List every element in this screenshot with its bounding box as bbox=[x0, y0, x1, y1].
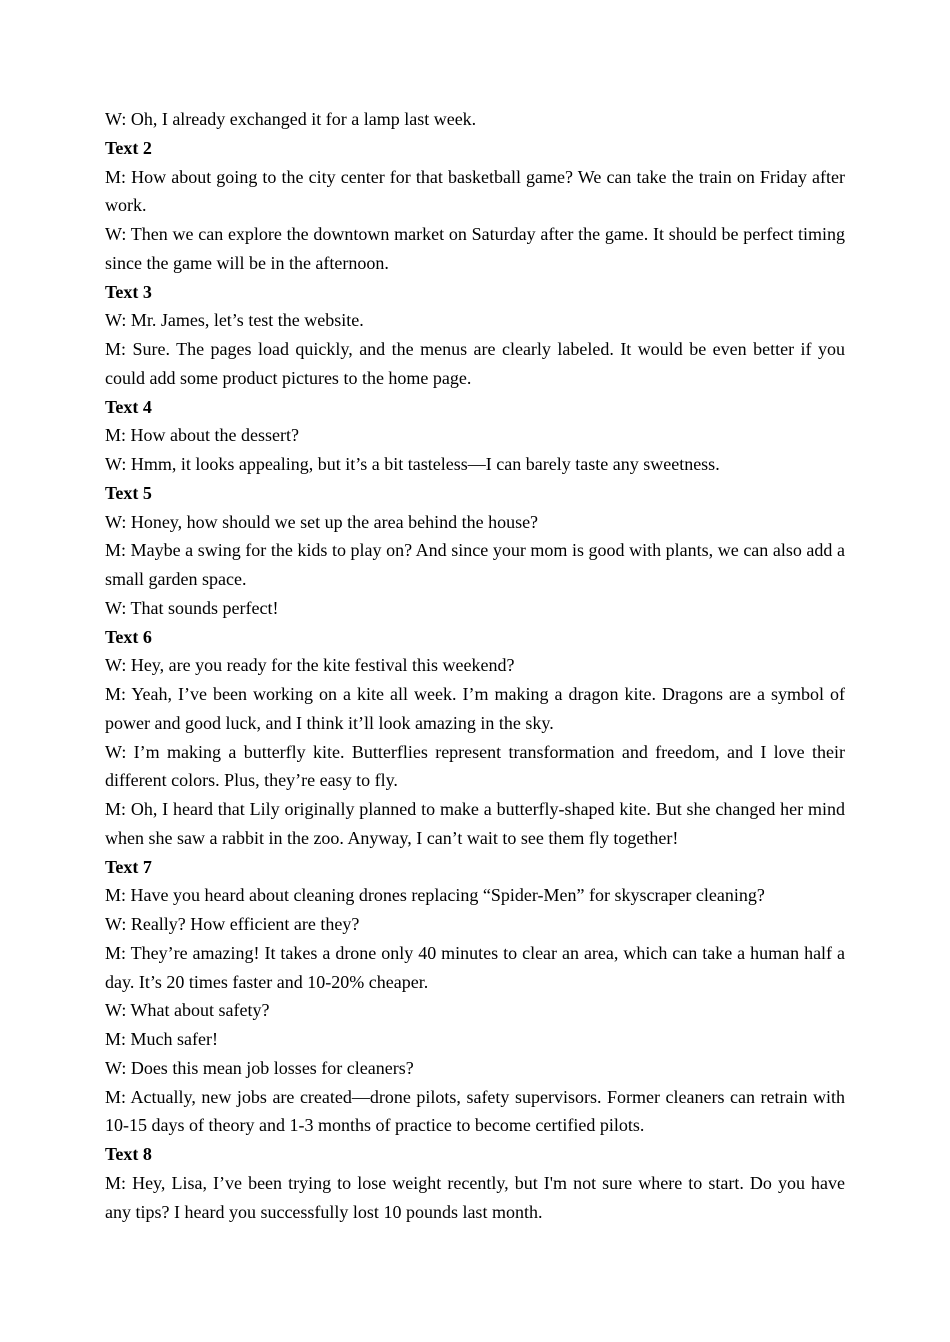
dialogue-line: M: Oh, I heard that Lily originally planned to make a butterfly-shaped kite. But she changed her mind when she saw a rabbit in the zoo. Anyway, I can’t wait to see them fly together! bbox=[105, 799, 845, 848]
dialogue-line: W: That sounds perfect! bbox=[105, 597, 279, 618]
section-heading-text-6: Text 6 bbox=[105, 626, 152, 647]
dialogue-line: M: Have you heard about cleaning drones replacing “Spider-Men” for skyscraper cleaning? bbox=[105, 885, 765, 906]
dialogue-line: W: Hey, are you ready for the kite festival this weekend? bbox=[105, 655, 515, 676]
dialogue-line: M: How about the dessert? bbox=[105, 425, 299, 446]
dialogue-line: W: Does this mean job losses for cleaners? bbox=[105, 1057, 414, 1078]
dialogue-line: W: Then we can explore the downtown market on Saturday after the game. It should be perfect timing since the game will be in the afternoon. bbox=[105, 224, 845, 273]
section-heading-text-3: Text 3 bbox=[105, 281, 152, 302]
dialogue-line: W: Oh, I already exchanged it for a lamp last week. bbox=[105, 109, 477, 129]
dialogue-line: W: Mr. James, let’s test the website. bbox=[105, 310, 364, 331]
dialogue-line: M: Yeah, I’ve been working on a kite all week. I’m making a dragon kite. Dragons are a symbol of power and good luck, and I think it’ll look amazing in the sky. bbox=[105, 684, 845, 733]
dialogue-line: W: Hmm, it looks appealing, but it’s a bit tasteless—I can barely taste any sweetness. bbox=[105, 454, 720, 474]
section-heading-text-4: Text 4 bbox=[105, 396, 152, 417]
dialogue-line: W: Really? How efficient are they? bbox=[105, 914, 360, 934]
dialogue-line: W: I’m making a butterfly kite. Butterflies represent transformation and freedom, and I love their different colors. Plus, they’re easy to fly. bbox=[105, 741, 845, 791]
dialogue-line: M: Much safer! bbox=[105, 1029, 218, 1049]
dialogue-line: M: How about going to the city center for that basketball game? We can take the train on Friday after work. bbox=[105, 166, 845, 216]
dialogue-line: M: Maybe a swing for the kids to play on? And since your mom is good with plants, we can also add a small garden space. bbox=[105, 540, 845, 589]
section-heading-text-5: Text 5 bbox=[105, 482, 152, 503]
section-heading-text-7: Text 7 bbox=[105, 856, 152, 877]
dialogue-line: M: Sure. The pages load quickly, and the menus are clearly labeled. It would be even better if you could add some product pictures to the home page. bbox=[105, 339, 845, 388]
dialogue-line: M: Hey, Lisa, I’ve been trying to lose weight recently, but I'm not sure where to start. Do you have any tips? I heard you successfully lost 10 pounds last month. bbox=[105, 1172, 845, 1222]
section-heading-text-2: Text 2 bbox=[105, 137, 152, 158]
dialogue-line: M: Actually, new jobs are created—drone pilots, safety supervisors. Former cleaners can retrain with 10-15 days of theory and 1-3 months of practice to become certified pilots. bbox=[105, 1086, 845, 1136]
document-page bbox=[105, 105, 845, 1226]
dialogue-line: W: What about safety? bbox=[105, 1000, 270, 1021]
dialogue-line: W: Honey, how should we set up the area behind the house? bbox=[105, 511, 539, 532]
section-heading-text-8: Text 8 bbox=[105, 1144, 152, 1164]
dialogue-line: M: They’re amazing! It takes a drone only 40 minutes to clear an area, which can take a human half a day. It’s 20 times faster and 10-20% cheaper. bbox=[105, 942, 845, 992]
